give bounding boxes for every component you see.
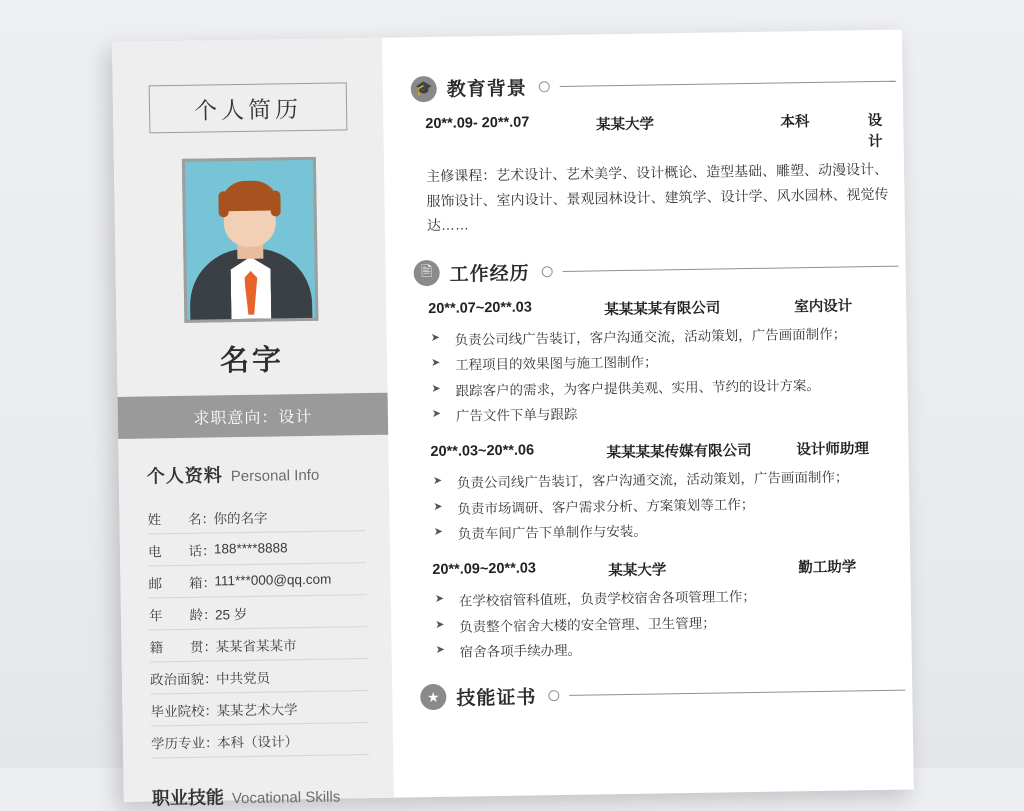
job-objective-bar: [118, 393, 389, 439]
entry-header: [430, 437, 901, 465]
section-header: [420, 677, 905, 712]
entry-bullets: [429, 320, 901, 430]
resume-sheet: [112, 30, 914, 809]
table-row: [148, 531, 366, 566]
info-key: 学历专业：: [150, 734, 219, 751]
info-key: 电 话：: [147, 542, 216, 559]
avatar-hair-right: [270, 190, 280, 216]
section-header: [411, 68, 896, 103]
section-dot: [542, 266, 553, 277]
info-key: 姓 名：: [147, 510, 216, 528]
entry-role: 室内设计: [794, 297, 853, 315]
entry-bullets: [433, 582, 905, 666]
list-item: ➤ 负责公司线广告装订，客户沟通交流，活动策划，广告画面制作；: [431, 464, 902, 497]
entry-date: 20**.09~20**.03: [432, 560, 537, 579]
entry-degree: 本科: [780, 114, 810, 131]
info-value: 111***000@qq.com: [214, 571, 332, 589]
avatar-hair-left: [218, 191, 228, 217]
info-value: 本科（设计）: [216, 733, 299, 750]
list-item: ➤ 在学校宿管科值班，负责学校宿舍各项管理工作；: [433, 582, 904, 615]
graduation-cap-icon: 🎓: [411, 75, 437, 101]
info-value: 某某省某某市: [215, 637, 297, 654]
table-row: [149, 627, 367, 662]
candidate-name: 名字: [219, 344, 285, 378]
work-entry: [430, 437, 902, 548]
list-item: ➤ 负责车间广告下单制作与安装。: [432, 515, 903, 548]
section-certificates: [420, 677, 905, 712]
table-row: [149, 595, 367, 630]
section-rule: [569, 690, 904, 696]
info-value: 25 岁: [214, 606, 248, 622]
info-value: 某某艺术大学: [216, 701, 298, 718]
list-item: ➤ 负责整个宿舍大楼的安全管理、卫生管理；: [433, 607, 904, 640]
entry-org: 某某大学: [595, 116, 655, 134]
entry-header: [428, 293, 899, 321]
section-dot: [548, 690, 559, 701]
section-rule: [560, 81, 895, 87]
resume-title-box: [149, 82, 348, 133]
work-entry: [432, 555, 904, 666]
main-content: [382, 29, 932, 797]
sidebar: [112, 38, 394, 809]
info-key: 毕业院校：: [150, 702, 219, 719]
info-key: 年 龄：: [148, 606, 217, 623]
personal-info-table: [147, 499, 369, 758]
table-row: [151, 723, 369, 758]
entry-org: 某某大学: [608, 562, 667, 580]
list-item: ➤ 负责公司线广告装订，客户沟通交流，活动策划，广告画面制作；: [429, 320, 900, 353]
entry-header: [432, 555, 903, 583]
entry-date: 20**.07~20**.03: [428, 298, 532, 317]
section-rule: [563, 265, 898, 271]
info-value: 188****8888: [213, 540, 288, 557]
avatar: [182, 157, 319, 323]
entry-date: 20**.09- 20**.07: [425, 114, 530, 133]
entry-org: 某某某某传媒有限公司: [606, 443, 752, 462]
list-item: ➤ 宿舍各项手续办理。: [433, 633, 904, 666]
list-item: ➤ 广告文件下单与跟踪: [430, 397, 901, 430]
entry-role: 勤工助学: [798, 559, 857, 577]
resume-title: 个人简历: [193, 95, 303, 124]
section-title: 技能证书: [456, 687, 537, 710]
entry-header: [425, 109, 896, 158]
info-value: 中共党员: [215, 670, 271, 686]
education-entry: [425, 109, 897, 238]
info-value: 你的名字: [213, 510, 268, 526]
entry-major: 设计: [867, 112, 883, 151]
list-item: ➤ 负责市场调研、客户需求分析、方案策划等工作；: [431, 489, 902, 522]
info-key: 政治面貌：: [149, 670, 218, 687]
table-row: [148, 563, 366, 598]
education-courses: 主修课程：艺术设计、艺术美学、设计概论、造型基础、雕塑、动漫设计、服饰设计、室内设计、景观园林设计、建筑学、设计学、风水园林、视觉传达……: [426, 160, 889, 234]
section-title: 教育背景: [446, 78, 527, 101]
list-item: ➤ 跟踪客户的需求，为客户提供美观、实用、节约的设计方案。: [429, 371, 900, 404]
personal-info-heading: [147, 459, 389, 489]
list-item: ➤ 工程项目的效果图与施工图制作；: [429, 346, 900, 379]
entry-bullets: [431, 464, 903, 548]
entry-org: 某某某某有限公司: [604, 299, 721, 318]
job-objective-text: 求职意向：设计: [193, 408, 313, 428]
table-row: [147, 499, 365, 534]
section-dot: [539, 81, 550, 92]
info-key: 籍 贯：: [149, 638, 218, 655]
entry-role: 设计师助理: [796, 441, 870, 459]
info-key: 邮 箱：: [148, 574, 217, 591]
personal-info-heading-cn: 个人资料: [146, 465, 223, 487]
vocational-skills-heading-cn: 职业技能: [151, 787, 225, 809]
personal-info-heading-en: Personal Info: [230, 466, 320, 486]
vocational-skills-heading-en: Vocational Skills: [231, 788, 341, 808]
table-row: [150, 691, 368, 726]
section-work-experience: [413, 252, 904, 666]
table-row: [150, 659, 368, 694]
entry-date: 20**.03~20**.06: [430, 442, 535, 461]
award-icon: ★: [420, 684, 446, 710]
work-entry: [428, 293, 900, 430]
section-education: [411, 68, 898, 238]
document-icon: 🖹: [413, 260, 439, 286]
section-title: 工作经历: [449, 262, 530, 286]
vocational-skills-heading: [152, 781, 394, 811]
